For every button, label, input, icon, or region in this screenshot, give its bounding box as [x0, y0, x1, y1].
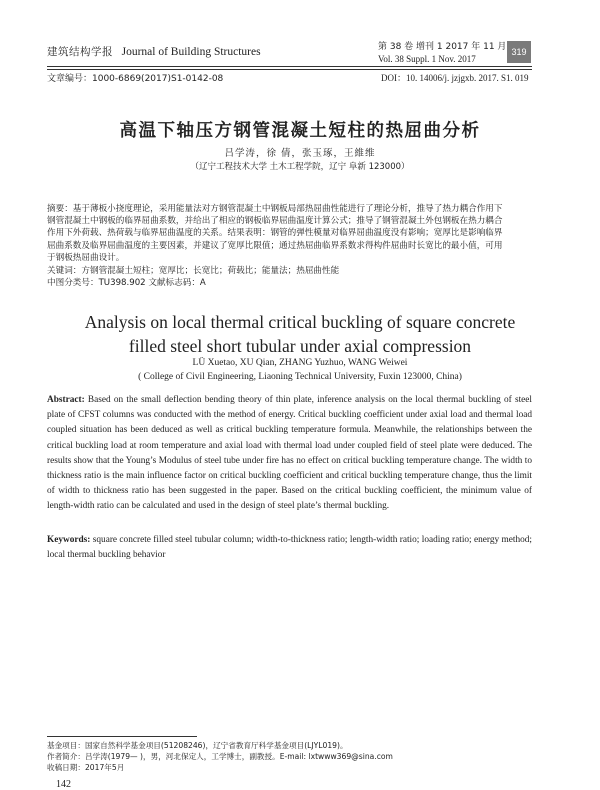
article-code: 文章编号：1000-6869(2017)S1-0142-08	[47, 74, 224, 84]
classification-cn: 中图分类号：TU398.902 文献标志码：A	[47, 278, 206, 288]
abstract-cn-line: 钢管混凝土中钢板的临界屈曲系数，并给出了相应的钢板临界屈曲温度计算公式；推导了钢管混凝土外包钢板在热力耦合	[47, 216, 503, 227]
affiliation-cn: （辽宁工程技术大学 土木工程学院，辽宁 阜新 123000）	[190, 162, 410, 172]
page-badge: 319	[507, 41, 531, 63]
page-number: 142	[56, 779, 71, 790]
journal-name-en: Journal of Building Structures	[121, 46, 261, 58]
abstract-en	[47, 393, 532, 515]
authors-en: LÜ Xuetao, XU Qian, ZHANG Yuzhuo, WANG Weiwei	[192, 358, 408, 368]
volume-info-en: Vol. 38 Suppl. 1 Nov. 2017	[378, 54, 476, 64]
journal-name-cn: 建筑结构学报	[47, 46, 113, 58]
authors-cn: 吕学涛，徐 倩，张玉琢，王維维	[224, 148, 376, 159]
title-en-line: Analysis on local thermal critical buckling of square concrete	[84, 312, 516, 332]
doi: DOI：10. 14006/j. jzjgxb. 2017. S1. 019	[381, 73, 529, 83]
title-en-line: filled steel short tubular under axial compression	[128, 336, 472, 356]
footnote	[47, 740, 547, 773]
footnote-rule	[47, 736, 197, 737]
volume-info-cn: 第 38 卷 增刊 1 2017 年 11 月	[378, 42, 507, 52]
abstract-cn-line: 作用下外荷载、热荷载与临界屈曲温度的关系。结果表明：钢管的弹性模量对临界屈曲温度没有影响；宽厚比是影响临界	[47, 228, 503, 239]
header-rule-thin	[47, 69, 532, 70]
abstract-en-text: Based on the small deflection bending theory of thin plate, inference analysis on the local thermal buckling of steel plate of CFST columns was conducted with the method of energy. Critical buckling coefficient under axial load and thermal load coupled situation has been deduced as well as critical buckling temperature formula. Meanwhile, the relationships between the critical buckling load at room temperature and axial load with thermal load under coupled field of steel plate were deduced. The results show that the Young’s Modulus of steel tube under fire has no effect on critical buckling temperature change. The width to thickness ratio is the main influence factor on critical buckling coefficient and critical buckling temperature change, thus the limit of width to thickness ratio has been suggested in the paper. Based on the critical buckling coefficient, the minimum value of length-width ratio can be calculated and used in the design of steel plate’s thermal buckling.	[47, 395, 532, 512]
affiliation-en: ( College of Civil Engineering, Liaoning Technical University, Fuxin 123000, China)	[138, 372, 462, 382]
footnote-funding: 基金项目：国家自然科学基金项目(51208246)，辽宁省教育厅科学基金项目(LJYL019)。	[47, 741, 348, 750]
title-en	[0, 310, 600, 358]
keywords-en-label: Keywords:	[47, 535, 91, 545]
keywords-en	[47, 533, 532, 563]
abstract-cn-line: 摘要：基于薄板小挠度理论，采用能量法对方钢管混凝土中钢板局部热屈曲性能进行了理论分析，推导了热力耦合作用下	[47, 204, 503, 214]
abstract-en-label: Abstract:	[47, 395, 85, 405]
header-rule	[47, 66, 532, 67]
footnote-received-date: 收稿日期：2017年5月	[47, 763, 125, 772]
abstract-cn	[47, 203, 532, 264]
abstract-cn-line: 于钢板热屈曲设计。	[47, 252, 125, 263]
keywords-en-text: square concrete filled steel tubular column; width-to-thickness ratio; length-width ratio; loading ratio; energy method; local thermal buckling behavior	[47, 535, 532, 561]
running-header-journal	[47, 44, 261, 59]
keywords-cn: 关键词：方钢管混凝土短柱；宽厚比；长宽比；荷载比；能量法；热屈曲性能	[47, 266, 340, 276]
abstract-cn-line: 屈曲系数及临界屈曲温度的主要因素，并建议了宽厚比限值；通过热屈曲临界系数求得构件屈曲时长宽比的最小值，可用	[47, 240, 503, 251]
footnote-author-bio: 作者简介：吕学涛(1979— )，男，河北保定人，工学博士，副教授。E-mail: lxtwww369@sina.com	[47, 752, 393, 761]
title-cn: 高温下轴压方钢管混凝土短柱的热屈曲分析	[119, 121, 481, 141]
